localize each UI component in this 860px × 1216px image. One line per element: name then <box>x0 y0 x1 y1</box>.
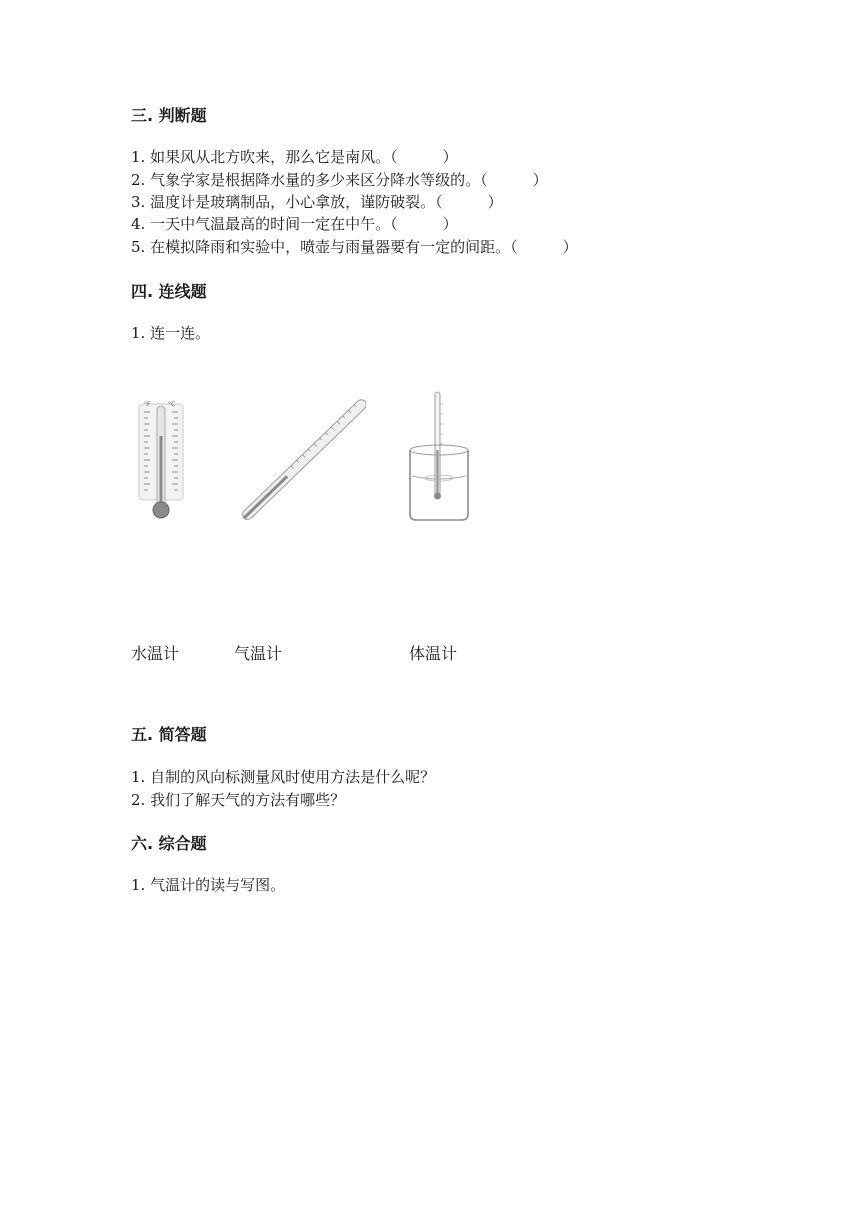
section-6-heading: 六. 综合题 <box>131 834 207 853</box>
short-answer-item-1: 1. 自制的风向标测量风时使用方法是什么呢？ <box>131 768 436 786</box>
svg-text:°F: °F <box>144 401 151 408</box>
short-answer-item-2: 2. 我们了解天气的方法有哪些？ <box>131 791 346 809</box>
wall-thermometer-image <box>136 396 186 522</box>
label-body-thermometer: 体温计 <box>409 644 458 663</box>
judgment-item-5: 5. 在模拟降雨和实验中，喷壶与雨量器要有一定的间距。（ ） <box>131 238 578 256</box>
judgment-item-1: 1. 如果风从北方吹来，那么它是南风。（ ） <box>131 148 458 166</box>
matching-question: 1. 连一连。 <box>131 324 211 342</box>
beaker-thermometer-image <box>404 390 474 524</box>
judgment-item-2: 2. 气象学家是根据降水量的多少来区分降水等级的。（ ） <box>131 171 548 189</box>
label-water-thermometer: 水温计 <box>131 644 180 663</box>
label-air-thermometer: 气温计 <box>234 644 283 663</box>
clinical-thermometer-image <box>236 396 366 524</box>
svg-text:°C: °C <box>168 401 176 408</box>
section-3-heading: 三. 判断题 <box>131 106 207 125</box>
section-4-heading: 四. 连线题 <box>131 282 207 301</box>
comprehensive-item-1: 1. 气温计的读与写图。 <box>131 876 286 894</box>
judgment-item-4: 4. 一天中气温最高的时间一定在中午。（ ） <box>131 215 458 233</box>
section-5-heading: 五. 简答题 <box>131 725 207 744</box>
judgment-item-3: 3. 温度计是玻璃制品，小心拿放，谨防破裂。（ ） <box>131 193 503 211</box>
